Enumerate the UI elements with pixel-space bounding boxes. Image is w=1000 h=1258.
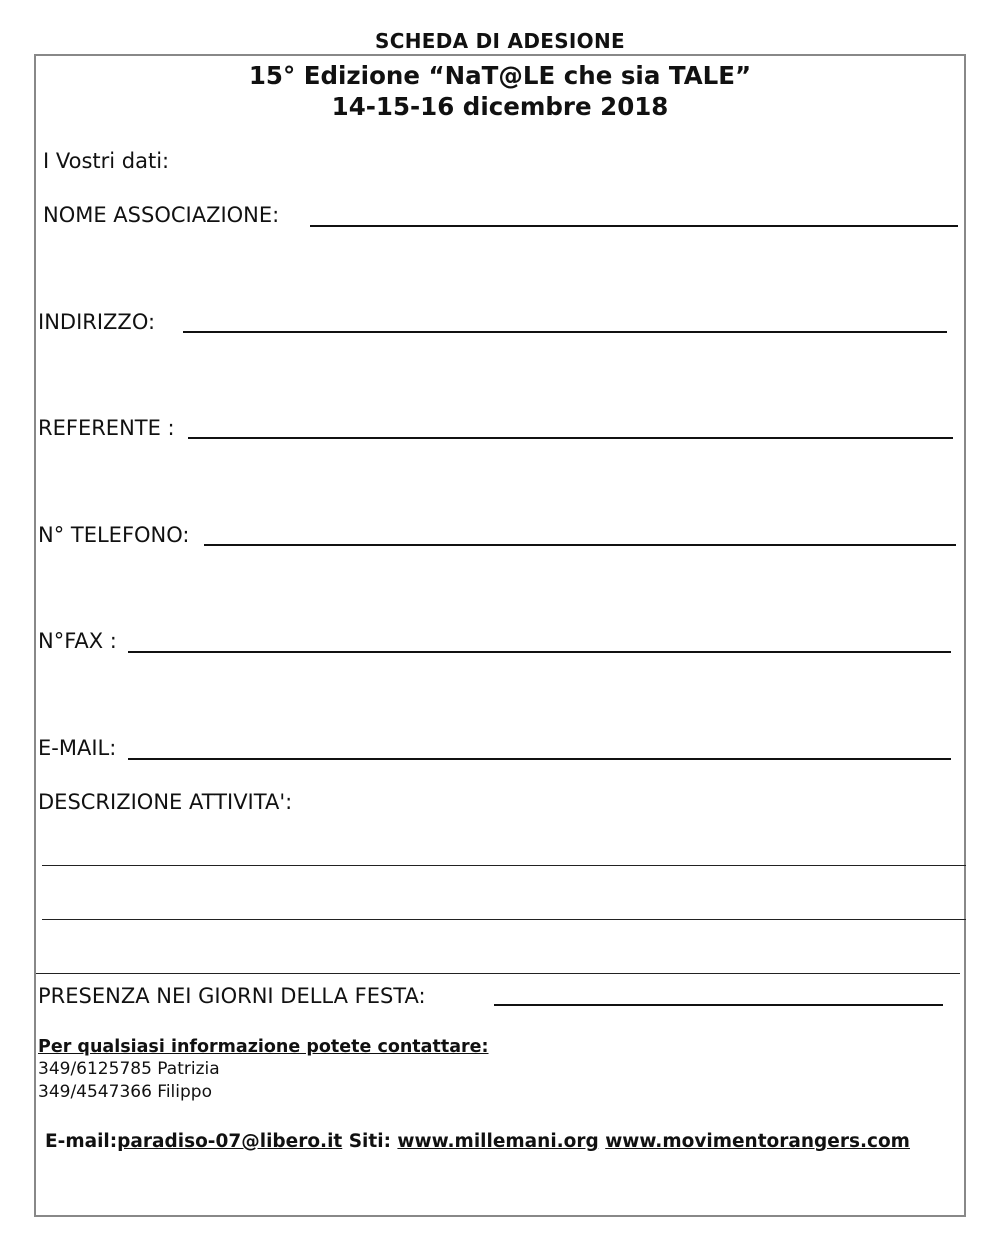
indirizzo-label: INDIRIZZO:	[38, 310, 156, 334]
edition-dates: 14-15-16 dicembre 2018	[331, 92, 669, 121]
contact-phone-2: 349/4547366 Filippo	[38, 1082, 212, 1102]
email-label-footer: E-mail:	[45, 1131, 118, 1152]
edition-heading	[0, 60, 1000, 122]
contact-phone-1: 349/6125785 Patrizia	[38, 1059, 220, 1079]
fax-label: N°FAX :	[38, 629, 117, 653]
associazione-field[interactable]	[310, 225, 958, 227]
descrizione-line-1[interactable]	[42, 865, 966, 866]
email-field[interactable]	[128, 758, 951, 760]
indirizzo-field[interactable]	[183, 331, 947, 333]
presenza-label: PRESENZA NEI GIORNI DELLA FESTA:	[38, 984, 426, 1008]
telefono-field[interactable]	[204, 544, 956, 546]
site-link-movimentorangers[interactable]: www.movimentorangers.com	[605, 1131, 910, 1152]
page-title: SCHEDA DI ADESIONE	[375, 29, 625, 53]
descrizione-label: DESCRIZIONE ATTIVITA':	[38, 790, 293, 814]
descrizione-line-3[interactable]	[36, 973, 960, 974]
fax-field[interactable]	[128, 651, 951, 653]
presenza-field[interactable]	[494, 1004, 943, 1006]
referente-field[interactable]	[188, 437, 953, 439]
intro-label: I Vostri dati:	[43, 149, 170, 173]
email-label: E-MAIL:	[38, 736, 117, 760]
sites-label: Siti:	[348, 1131, 391, 1152]
footer-links	[45, 1131, 910, 1152]
telefono-label: N° TELEFONO:	[38, 523, 190, 547]
email-link[interactable]: paradiso-07@libero.it	[117, 1131, 343, 1152]
site-link-millemani[interactable]: www.millemani.org	[397, 1131, 599, 1152]
associazione-label: NOME ASSOCIAZIONE:	[43, 203, 280, 227]
descrizione-line-2[interactable]	[42, 919, 966, 920]
contact-heading: Per qualsiasi informazione potete contattare:	[38, 1037, 489, 1057]
edition-title: 15° Edizione “NaT@LE che sia TALE”	[248, 61, 752, 90]
referente-label: REFERENTE :	[38, 416, 175, 440]
